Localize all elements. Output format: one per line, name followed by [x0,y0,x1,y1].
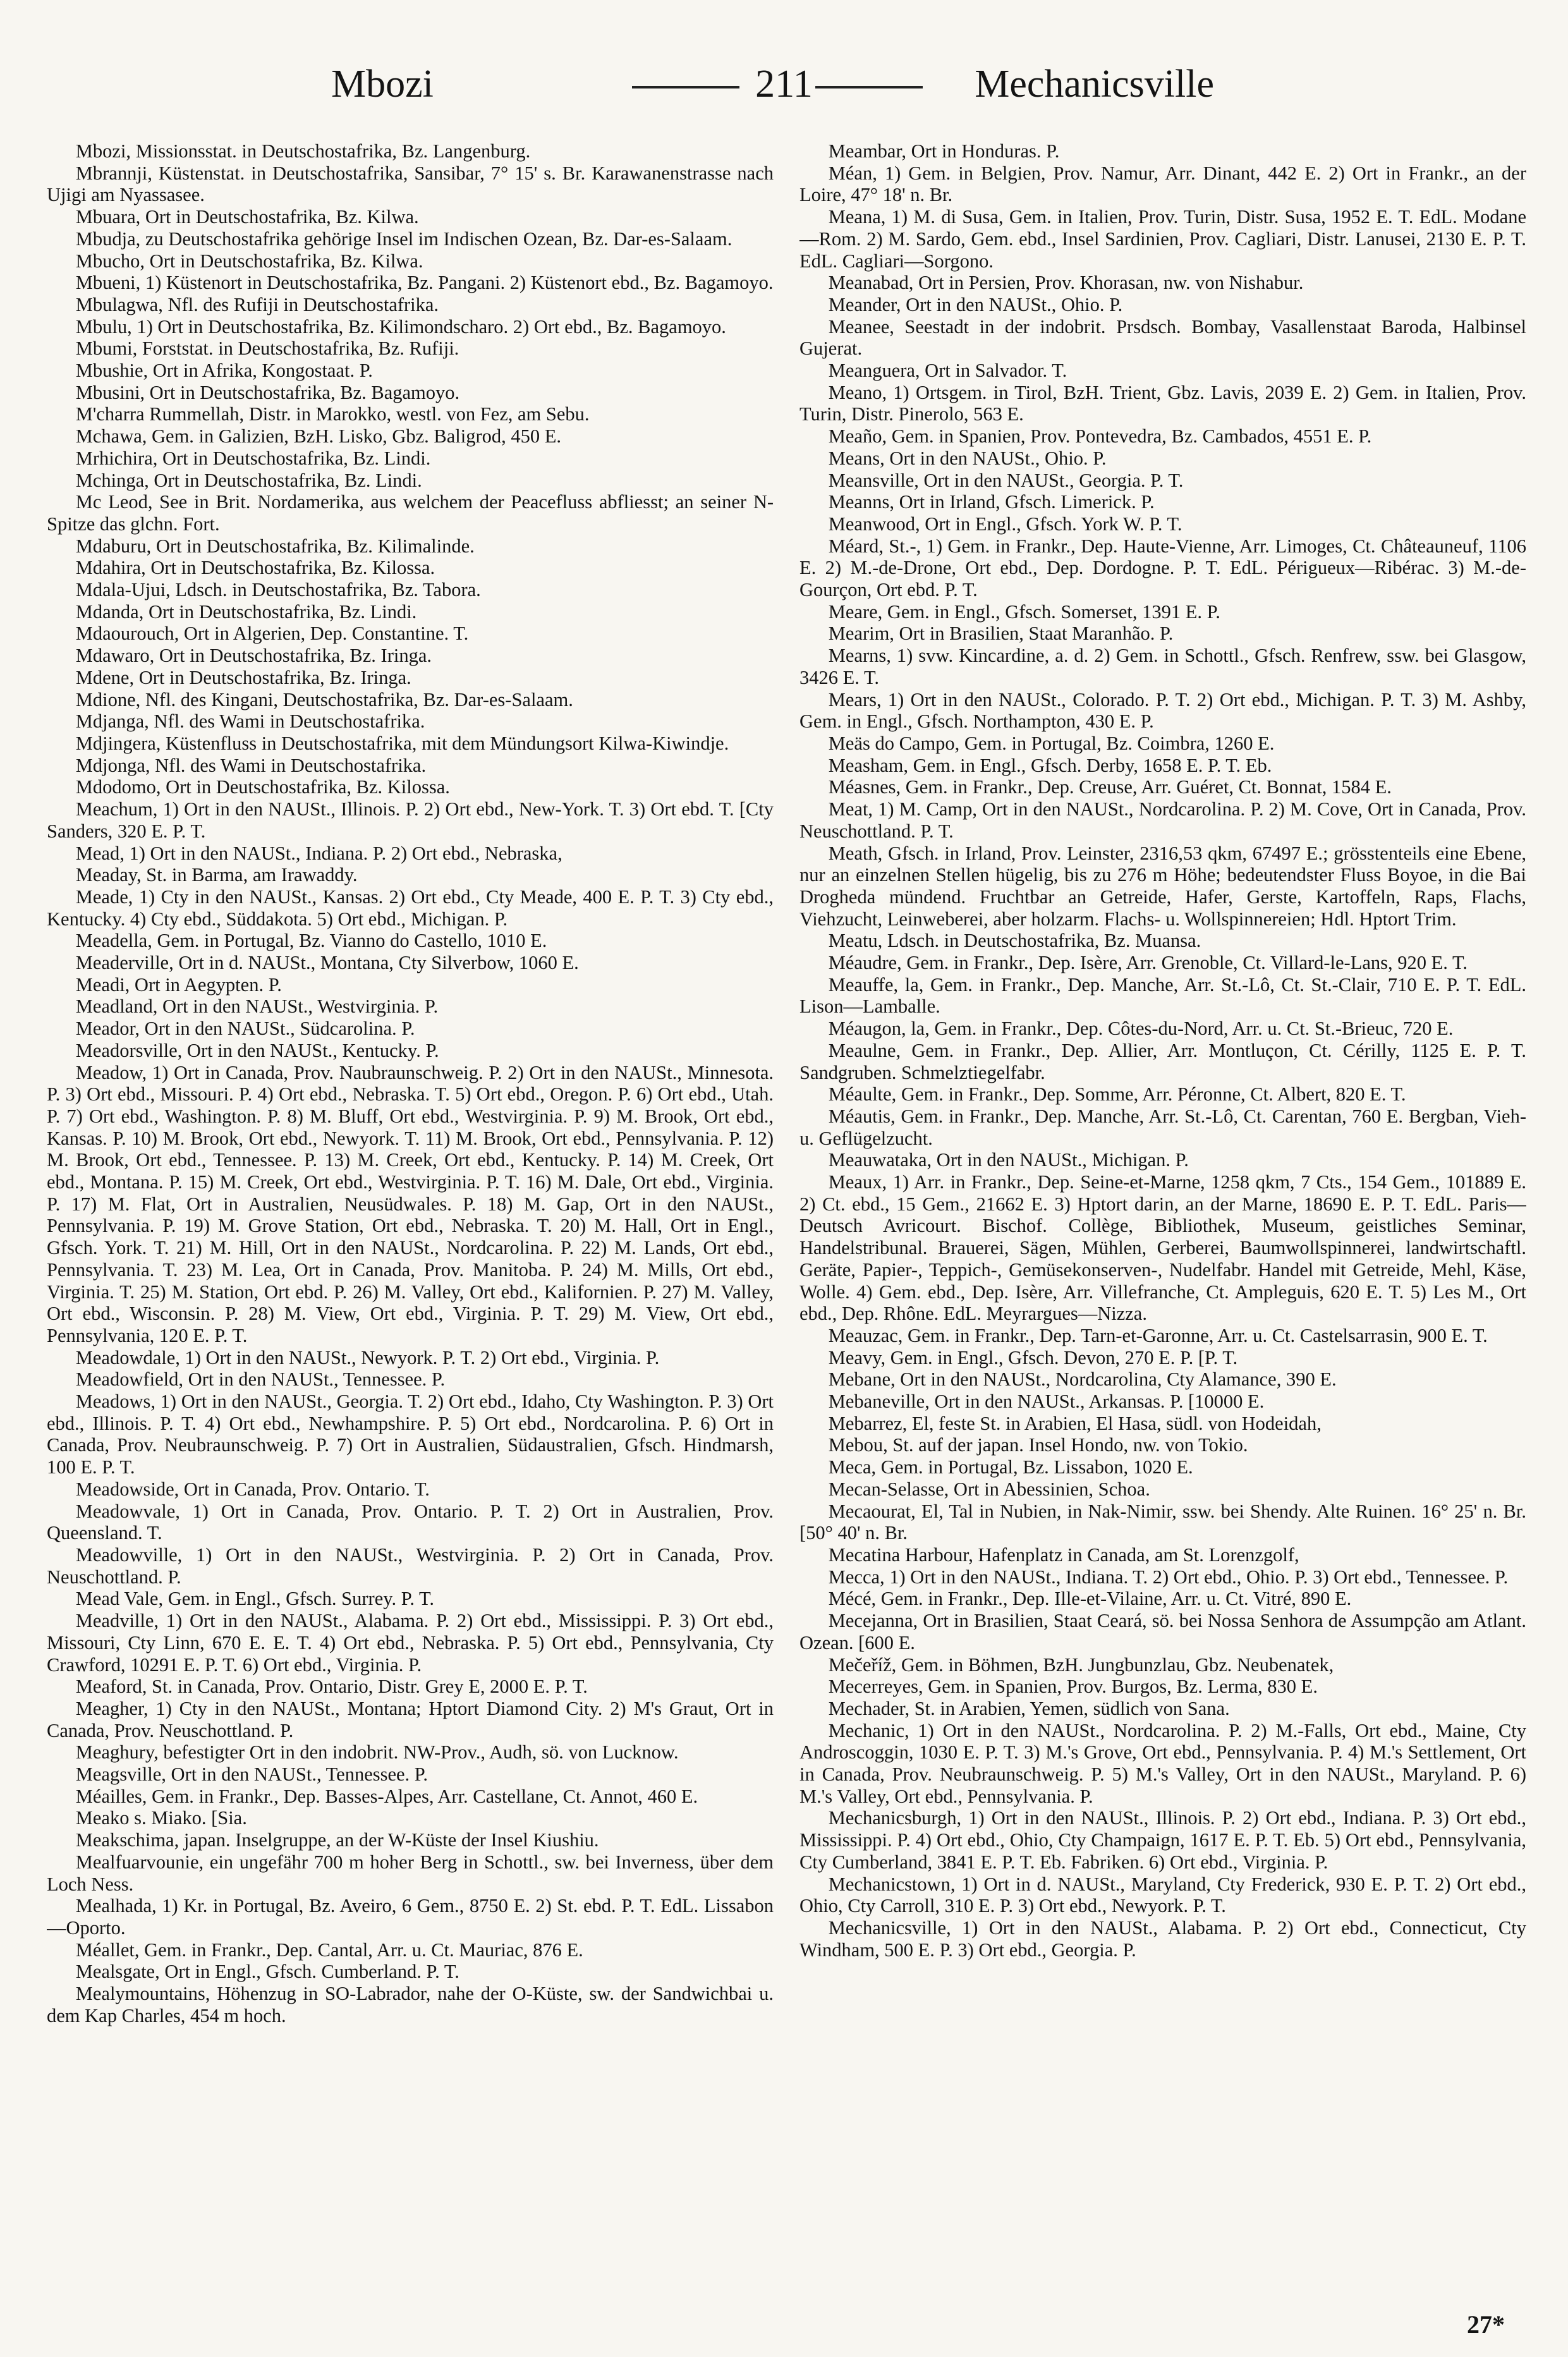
dictionary-entry: Méan, 1) Gem. in Belgien, Prov. Namur, Arr. Dinant, 442 E. 2) Ort in Frankr., an der Loire, 47° 18' n. Br. [799,162,1526,206]
dictionary-entry: Meadland, Ort in den NAUSt., Westvirginia. P. [75,996,439,1018]
dictionary-entry: Mealfuarvounie, ein ungefähr 700 m hoher Berg in Schottl., sw. bei Inverness, über dem Loch Ness. [47,1851,774,1895]
dictionary-entry: Mchinga, Ort in Deutschostafrika, Bz. Lindi. [75,469,422,491]
dictionary-entry: Mchawa, Gem. in Galizien, BzH. Lisko, Gbz. Baligrod, 450 E. [75,425,562,448]
dictionary-entry: Meano, 1) Ortsgem. in Tirol, BzH. Trient, Gbz. Lavis, 2039 E. 2) Gem. in Italien, Prov. Turin, Distr. Pinerolo, 563 E. [799,381,1526,425]
dictionary-entry: Méasnes, Gem. in Frankr., Dep. Creuse, Arr. Guéret, Ct. Bonnat, 1584 E. [828,776,1392,798]
dictionary-entry: Meadowvale, 1) Ort in Canada, Prov. Ontario. P. T. 2) Ort in Australien, Prov. Queensland. T. [47,1500,774,1544]
dictionary-entry: Mebaneville, Ort in den NAUSt., Arkansas. P. [10000 E. [828,1391,1265,1413]
dictionary-entry: Mealymountains, Höhenzug in SO-Labrador, nahe der O-Küste, sw. der Sandwichbai u. dem Kap Charles, 454 m hoch. [47,1983,774,2026]
dictionary-entry: Mechanicstown, 1) Ort in d. NAUSt., Maryland, Cty Frederick, 930 E. P. T. 2) Ort ebd., Ohio, Cty Carroll, 310 E. P. 3) Ort ebd., Newyork. P. T. [799,1873,1526,1917]
dictionary-entry: Meanns, Ort in Irland, Gfsch. Limerick. P. [828,491,1155,513]
dictionary-entry: Meachum, 1) Ort in den NAUSt., Illinois. P. 2) Ort ebd., New-York. T. 3) Ort ebd. T. [Cty Sanders, 320 E. P. T. [47,798,774,842]
dictionary-entry: Mdjonga, Nfl. des Wami in Deutschostafrika. [75,754,427,776]
dictionary-entry: Méailles, Gem. in Frankr., Dep. Basses-Alpes, Arr. Castellane, Ct. Annot, 460 E. [75,1785,698,1807]
dictionary-entry: Meaño, Gem. in Spanien, Prov. Pontevedra, Bz. Cambados, 4551 E. P. [828,425,1372,448]
dictionary-entry: Meambar, Ort in Honduras. P. [828,140,1060,162]
dictionary-entry: Meadi, Ort in Aegypten. P. [75,973,282,996]
dictionary-entry: Méautis, Gem. in Frankr., Dep. Manche, Arr. St.-Lô, Ct. Carentan, 760 E. Bergban, Vieh- u. Geflügelzucht. [799,1105,1526,1149]
dictionary-entry: Meana, 1) M. di Susa, Gem. in Italien, Prov. Turin, Distr. Susa, 1952 E. T. EdL. Modane—Rom. 2) M. Sardo, Gem. ebd., Insel Sardinien, Prov. Cagliari, Distr. Lanusei, 2130 E. P. T. EdL. Cagliari—Sorgono. [799,206,1526,272]
header-rule-right [815,86,923,88]
page-number: 211 [755,63,813,106]
dictionary-entry: Meath, Gfsch. in Irland, Prov. Leinster, 2316,53 qkm, 67497 E.; grösstenteils eine Ebene, nur an einzelnen Stellen hügelig, bis zu 276 m Höhe; bedeutendster Fluss Boyoe, in die Bai Drogheda mündend. Fruchtbar an Getreide, Hafer, Gerste, Kartoffeln, Raps, Flachs, Viehzucht, Leinweberei, aber holzarm. Flachs- u. Wollspinnereien; Hdl. Hptort Trim. [799,842,1526,930]
dictionary-entry: Meador, Ort in den NAUSt., Südcarolina. P. [75,1018,415,1040]
dictionary-entry: Meaux, 1) Arr. in Frankr., Dep. Seine-et-Marne, 1258 qkm, 7 Cts., 154 Gem., 101889 E. 2) Ct. ebd., 15 Gem., 21662 E. 3) Hptort darin, an der Marne, 18690 E. P. T. EdL. Paris—Deutsch Avricourt. Bischof. Collège, Bibliothek, Museum, geistliches Seminar, Handelstribunal. Brauerei, Sägen, Mühlen, Gerberei, Baumwollspinnerei, landwirtschaftl. Geräte, Papier-, Teppich-, Gemüsekonserven-, Nudelfabr. Handel mit Getreide, Mehl, Käse, Wolle. 4) Gem. ebd., Dep. Isère, Arr. Villefranche, Ct. Ampleguis, 620 E. T. 5) Les M., Ort ebd., Dep. Rhône. EdL. Meyrargues—Nizza. [799,1171,1526,1325]
dictionary-entry: Mbueni, 1) Küstenort in Deutschostafrika, Bz. Pangani. 2) Küstenort ebd., Bz. Bagamoyo. [75,272,774,294]
dictionary-entry: Mdawaro, Ort in Deutschostafrika, Bz. Iringa. [75,645,432,667]
dictionary-entry: Mdjingera, Küstenfluss in Deutschostafrika, mit dem Mündungsort Kilwa-Kiwindje. [75,732,729,754]
dictionary-entry: Mbuara, Ort in Deutschostafrika, Bz. Kilwa. [75,206,419,228]
running-head-left: Mbozi [331,63,434,106]
dictionary-entry: Meako s. Miako. [Sia. [75,1807,247,1829]
dictionary-entry: Mecan-Selasse, Ort in Abessinien, Schoa. [828,1478,1150,1500]
dictionary-entry: M'charra Rummellah, Distr. in Marokko, westl. von Fez, am Sebu. [75,403,590,425]
dictionary-entry: Meanguera, Ort in Salvador. T. [828,360,1067,382]
dictionary-entry: Meaulne, Gem. in Frankr., Dep. Allier, Arr. Montluçon, Ct. Cérilly, 1125 E. P. T. Sandgruben. Schmelztiegelfabr. [799,1039,1526,1083]
dictionary-entry: Mebane, Ort in den NAUSt., Nordcarolina, Cty Alamance, 390 E. [828,1368,1337,1391]
dictionary-entry: Mdanda, Ort in Deutschostafrika, Bz. Lindi. [75,600,417,623]
dictionary-entry: Meanwood, Ort in Engl., Gfsch. York W. P. T. [828,513,1182,535]
dictionary-entry: Mdala-Ujui, Ldsch. in Deutschostafrika, Bz. Tabora. [75,579,481,601]
dictionary-entry: Méard, St.-, 1) Gem. in Frankr., Dep. Haute-Vienne, Arr. Limoges, Ct. Châteauneuf, 1106 E. 2) M.-de-Drone, Ort ebd., Dep. Dordogne. P. T. EdL. Périgueux—Ribérac. 3) M.-de-Gourçon, Ort ebd. P. T. [799,535,1526,601]
dictionary-entry: Meagher, 1) Cty in den NAUSt., Montana; Hptort Diamond City. 2) M's Graut, Ort in Canada, Prov. Neuschottland. P. [47,1697,774,1741]
printer-signature: 27* [1467,2310,1505,2339]
dictionary-entry: Mearim, Ort in Brasilien, Staat Maranhão. P. [828,623,1174,645]
dictionary-entry: Mrhichira, Ort in Deutschostafrika, Bz. Lindi. [75,447,431,469]
dictionary-entry: Mdodomo, Ort in Deutschostafrika, Bz. Kilossa. [75,776,450,798]
dictionary-entry: Meagsville, Ort in den NAUSt., Tennessee. P. [75,1763,428,1786]
dictionary-entry: Meauffe, la, Gem. in Frankr., Dep. Manche, Arr. St.-Lô, Ct. St.-Clair, 710 E. P. T. EdL. Lison—Lamballe. [799,973,1526,1018]
dictionary-entry: Mbrannji, Küstenstat. in Deutschostafrika, Sansibar, 7° 15' s. Br. Karawanenstrasse nach Ujigi am Nyassasee. [47,162,774,206]
dictionary-entry: Mbulagwa, Nfl. des Rufiji in Deutschostafrika. [75,293,439,315]
dictionary-entry: Meanee, Seestadt in der indobrit. Prsdsch. Bombay, Vasallenstaat Baroda, Halbinsel Gujerat. [799,315,1526,360]
dictionary-entry: Méaulte, Gem. in Frankr., Dep. Somme, Arr. Péronne, Ct. Albert, 820 E. T. [828,1083,1406,1105]
dictionary-entry: Mbushie, Ort in Afrika, Kongostaat. P. [75,360,373,382]
dictionary-entry: Mearns, 1) svw. Kincardine, a. d. 2) Gem. in Schottl., Gfsch. Renfrew, ssw. bei Glasgow, 3426 E. T. [799,645,1526,688]
dictionary-entry: Mecerreyes, Gem. in Spanien, Prov. Burgos, Bz. Lerma, 830 E. [828,1676,1318,1698]
dictionary-entry: Mecejanna, Ort in Brasilien, Staat Ceará, sö. bei Nossa Senhora de Assumpção am Atlant. Ozean. [600 E. [799,1610,1526,1654]
dictionary-entry: Mdaburu, Ort in Deutschostafrika, Bz. Kilimalinde. [75,535,475,557]
dictionary-entry: Meakschima, japan. Inselgruppe, an der W-Küste der Insel Kiushiu. [75,1829,599,1851]
dictionary-entry: Mbumi, Forststat. in Deutschostafrika, Bz. Rufiji. [75,338,459,360]
dictionary-entry: Mbudja, zu Deutschostafrika gehörige Insel im Indischen Ozean, Bz. Dar-es-Salaam. [75,228,732,250]
dictionary-entry: Meander, Ort in den NAUSt., Ohio. P. [828,293,1123,315]
dictionary-entry: Mdene, Ort in Deutschostafrika, Bz. Iringa. [75,666,411,688]
dictionary-entry: Mechader, St. in Arabien, Yemen, südlich von Sana. [828,1697,1230,1719]
dictionary-entry: Meadowville, 1) Ort in den NAUSt., Westvirginia. P. 2) Ort in Canada, Prov. Neuschottland. P. [47,1544,774,1588]
dictionary-entry: Mdahira, Ort in Deutschostafrika, Bz. Kilossa. [75,557,435,579]
dictionary-entry: Meadow, 1) Ort in Canada, Prov. Naubraunschweig. P. 2) Ort in den NAUSt., Minnesota. P. 3) Ort ebd., Missouri. P. 4) Ort ebd., Nebraska. T. 5) Ort ebd., Oregon. P. 6) Ort ebd., Utah. P. 7) Ort ebd., Washington. P. 8) M. Bluff, Ort ebd., Westvirginia. P. 9) M. Brook, Ort ebd., Kansas. P. 10) M. Brook, Ort ebd., Newyork. T. 11) M. Brook, Ort ebd., Pennsylvania. P. 12) M. Brook, Ort ebd., Tennessee. P. 13) M. Creek, Ort ebd., Kentucky. P. 14) M. Creek, Ort ebd., Montana. P. 15) M. Creek, Ort ebd., Westvirginia. P. T. 16) M. Dale, Ort ebd., Virginia. P. 17) M. Flat, Ort in Australien, Neusüdwales. P. 18) M. Gap, Ort in den NAUSt., Pennsylvania. P. 19) M. Grove Station, Ort ebd., Nebraska. T. 20) M. Hall, Ort in Engl., Gfsch. York. T. 21) M. Hill, Ort in den NAUSt., Nordcarolina. P. 22) M. Lands, Ort ebd., Pennsylvania. T. 23) M. Lea, Ort in Canada, Prov. Manitoba. P. 24) M. Mills, Ort ebd., Virginia. T. 25) M. Station, Ort ebd. P. 26) M. Valley, Ort ebd., Kalifornien. P. 27) M. Valley, Ort ebd., Wisconsin. P. 28) M. View, Ort ebd., Virginia. P. T. 29) M. View, Ort ebd., Pennsylvania, 120 E. P. T. [47,1061,774,1346]
dictionary-entry: Mecatina Harbour, Hafenplatz in Canada, am St. Lorenzgolf, [828,1544,1299,1566]
dictionary-entry: Meaford, St. in Canada, Prov. Ontario, Distr. Grey E, 2000 E. P. T. [75,1676,588,1698]
dictionary-entry: Measham, Gem. in Engl., Gfsch. Derby, 1658 E. P. T. Eb. [828,754,1272,776]
dictionary-entry: Mecaourat, El, Tal in Nubien, in Nak-Nimir, ssw. bei Shendy. Alte Ruinen. 16° 25' n. Br. [50° 40' n. Br. [799,1500,1526,1544]
dictionary-entry: Mécé, Gem. in Frankr., Dep. Ille-et-Vilaine, Arr. u. Ct. Vitré, 890 E. [828,1588,1352,1610]
dictionary-entry: Meansville, Ort in den NAUSt., Georgia. P. T. [828,469,1184,491]
dictionary-entry: Meaghury, befestigter Ort in den indobrit. NW-Prov., Audh, sö. von Lucknow. [75,1741,679,1763]
dictionary-entry: Meca, Gem. in Portugal, Bz. Lissabon, 1020 E. [828,1456,1193,1478]
dictionary-entry: Meat, 1) M. Camp, Ort in den NAUSt., Nordcarolina. P. 2) M. Cove, Ort in Canada, Prov. Neuschottland. P. T. [799,798,1526,842]
running-head-right: Mechanicsville [975,63,1214,106]
page-header [0,56,1568,125]
dictionary-entry: Méaugon, la, Gem. in Frankr., Dep. Côtes-du-Nord, Arr. u. Ct. St.-Brieuc, 720 E. [828,1018,1454,1040]
right-column [799,140,1526,2332]
dictionary-entry: Meadowfield, Ort in den NAUSt., Tennessee. P. [75,1368,446,1391]
dictionary-entry: Meadowside, Ort in Canada, Prov. Ontario. T. [75,1478,430,1500]
dictionary-entry: Mdaourouch, Ort in Algerien, Dep. Constantine. T. [75,623,469,645]
dictionary-entry: Mdjanga, Nfl. des Wami in Deutschostafrika. [75,710,425,733]
dictionary-entry: Meauwataka, Ort in den NAUSt., Michigan. P. [828,1149,1189,1171]
dictionary-entry: Means, Ort in den NAUSt., Ohio. P. [828,447,1107,469]
dictionary-entry: Meaday, St. in Barma, am Irawaddy. [75,864,358,886]
dictionary-entry: Mead Vale, Gem. in Engl., Gfsch. Surrey. P. T. [75,1588,435,1610]
dictionary-entry: Mc Leod, See in Brit. Nordamerika, aus welchem der Peacefluss abfliesst; an seiner N-Spitze das glchn. Fort. [47,491,774,535]
dictionary-entry: Mebarrez, El, feste St. in Arabien, El Hasa, südl. von Hodeidah, [828,1412,1322,1434]
dictionary-entry: Mbucho, Ort in Deutschostafrika, Bz. Kilwa. [75,250,423,272]
dictionary-entry: Meadowdale, 1) Ort in den NAUSt., Newyork. P. T. 2) Ort ebd., Virginia. P. [75,1346,660,1368]
dictionary-entry: Meadows, 1) Ort in den NAUSt., Georgia. T. 2) Ort ebd., Idaho, Cty Washington. P. 3) Ort ebd., Illinois. P. T. 4) Ort ebd., Newhampshire. P. 5) Ort ebd., Nordcarolina. P. 6) Ort in Canada, Prov. Neubraunschweig. P. 7) Ort in Australien, Südaustralien, Gfsch. Hindmarsh, 100 E. P. T. [47,1391,774,1478]
dictionary-entry: Mečeříž, Gem. in Böhmen, BzH. Jungbunzlau, Gbz. Neubenatek, [828,1654,1334,1676]
dictionary-entry: Meanabad, Ort in Persien, Prov. Khorasan, nw. von Nishabur. [828,272,1304,294]
dictionary-entry: Mbusini, Ort in Deutschostafrika, Bz. Bagamoyo. [75,381,460,403]
dictionary-entry: Mealhada, 1) Kr. in Portugal, Bz. Aveiro, 6 Gem., 8750 E. 2) St. ebd. P. T. EdL. Lissabon—Oporto. [47,1895,774,1939]
dictionary-entry: Meadella, Gem. in Portugal, Bz. Vianno do Castello, 1010 E. [75,930,547,952]
dictionary-entry: Meare, Gem. in Engl., Gfsch. Somerset, 1391 E. P. [828,600,1220,623]
dictionary-entry: Mechanicsville, 1) Ort in den NAUSt., Alabama. P. 2) Ort ebd., Connecticut, Cty Windham, 500 E. P. 3) Ort ebd., Georgia. P. [799,1916,1526,1961]
dictionary-entry: Meauzac, Gem. in Frankr., Dep. Tarn-et-Garonne, Arr. u. Ct. Castelsarrasin, 900 E. T. [828,1324,1488,1346]
dictionary-entry: Mdione, Nfl. des Kingani, Deutschostafrika, Bz. Dar-es-Salaam. [75,688,573,710]
dictionary-entry: Mechanic, 1) Ort in den NAUSt., Nordcarolina. P. 2) M.-Falls, Ort ebd., Maine, Cty Androscoggin, 1030 E. P. T. 3) M.'s Grove, Ort ebd., Pennsylvania. P. 4) M.'s Settlement, Ort in Canada, Prov. Neubraunschweig. P. 5) M.'s Valley, Ort in den NAUSt., Maryland. P. 6) M.'s Valley, Ort ebd., Pennsylvania. P. [799,1719,1526,1807]
dictionary-entry: Méaudre, Gem. in Frankr., Dep. Isère, Arr. Grenoble, Ct. Villard-le-Lans, 920 E. T. [828,952,1468,974]
dictionary-entry: Meadorsville, Ort in den NAUSt., Kentucky. P. [75,1039,439,1061]
dictionary-entry: Mebou, St. auf der japan. Insel Hondo, nw. von Tokio. [828,1434,1248,1456]
dictionary-entry: Meade, 1) Cty in den NAUSt., Kansas. 2) Ort ebd., Cty Meade, 400 E. P. T. 3) Cty ebd., Kentucky. 4) Cty ebd., Süddakota. 5) Ort ebd., Michigan. P. [47,886,774,930]
dictionary-entry: Mecca, 1) Ort in den NAUSt., Indiana. T. 2) Ort ebd., Ohio. P. 3) Ort ebd., Tennessee. P. [828,1566,1509,1588]
dictionary-entry: Meatu, Ldsch. in Deutschostafrika, Bz. Muansa. [828,930,1201,952]
dictionary-entry: Méallet, Gem. in Frankr., Dep. Cantal, Arr. u. Ct. Mauriac, 876 E. [75,1939,583,1961]
dictionary-entry: Mechanicsburgh, 1) Ort in den NAUSt., Illinois. P. 2) Ort ebd., Indiana. P. 3) Ort ebd., Mississippi. P. 4) Ort ebd., Ohio, Cty Champaign, 1617 E. P. T. Eb. 5) Ort ebd., Pennsylvania, Cty Cumberland, 3841 E. P. T. Eb. Fabriken. 6) Ort ebd., Virginia. P. [799,1807,1526,1873]
dictionary-entry: Meäs do Campo, Gem. in Portugal, Bz. Coimbra, 1260 E. [828,732,1275,754]
dictionary-entry: Mears, 1) Ort in den NAUSt., Colorado. P. T. 2) Ort ebd., Michigan. P. T. 3) M. Ashby, Gem. in Engl., Gfsch. Northampton, 430 E. P. [799,688,1526,733]
dictionary-entry: Mead, 1) Ort in den NAUSt., Indiana. P. 2) Ort ebd., Nebraska, [75,842,562,864]
dictionary-entry: Mbulu, 1) Ort in Deutschostafrika, Bz. Kilimondscharo. 2) Ort ebd., Bz. Bagamoyo. [75,315,726,338]
dictionary-entry: Meavy, Gem. in Engl., Gfsch. Devon, 270 E. P. [P. T. [828,1346,1238,1368]
dictionary-entry: Meadville, 1) Ort in den NAUSt., Alabama. P. 2) Ort ebd., Mississippi. P. 3) Ort ebd., Missouri, Cty Linn, 670 E. E. T. 4) Ort ebd., Nebraska. P. 5) Ort ebd., Pennsylvania, Cty Crawford, 10291 E. P. T. 6) Ort ebd., Virginia. P. [47,1610,774,1676]
dictionary-entry: Meaderville, Ort in d. NAUSt., Montana, Cty Silverbow, 1060 E. [75,952,579,974]
dictionary-entry: Mealsgate, Ort in Engl., Gfsch. Cumberland. P. T. [75,1961,459,1983]
dictionary-entry: Mbozi, Missionsstat. in Deutschostafrika, Bz. Langenburg. [75,140,531,162]
left-column [47,140,774,2332]
